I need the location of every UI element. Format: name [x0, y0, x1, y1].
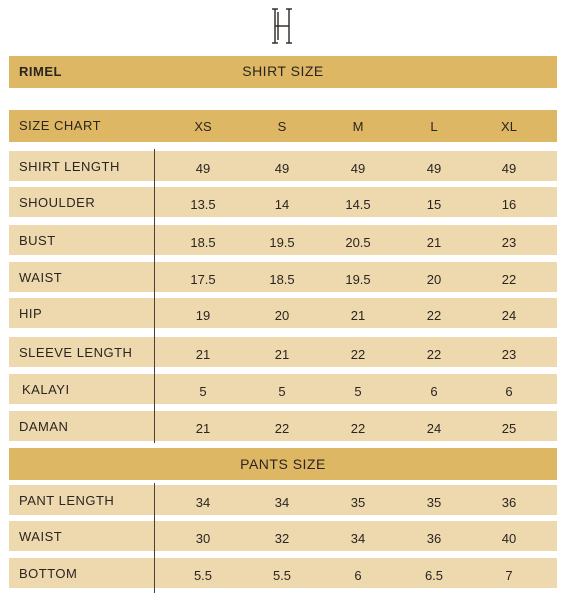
row-label: BUST [19, 233, 56, 248]
cell-value: 23 [501, 347, 517, 362]
cell-value: 40 [501, 531, 517, 546]
cell-value: 13.5 [190, 197, 216, 212]
cell-value: 22 [350, 347, 366, 362]
cell-value: 34 [195, 495, 211, 510]
cell-value: 49 [501, 161, 517, 176]
cell-value: 35 [350, 495, 366, 510]
cell-value: 20.5 [345, 235, 371, 250]
cell-value: 5.5 [272, 568, 292, 583]
size-header-s: S [277, 119, 287, 134]
cell-value: 19.5 [345, 272, 371, 287]
table-row [9, 151, 557, 181]
cell-value: 24 [426, 421, 442, 436]
cell-value: 19 [195, 308, 211, 323]
table-row [9, 187, 557, 217]
cell-value: 22 [350, 421, 366, 436]
row-label: PANT LENGTH [19, 493, 115, 508]
cell-value: 7 [505, 568, 513, 583]
table-row [9, 262, 557, 292]
cell-value: 49 [195, 161, 211, 176]
row-label: HIP [19, 306, 43, 321]
row-label: WAIST [19, 529, 63, 544]
cell-value: 14.5 [345, 197, 371, 212]
cell-value: 23 [501, 235, 517, 250]
cell-value: 30 [195, 531, 211, 546]
cell-value: 19.5 [269, 235, 295, 250]
cell-value: 32 [274, 531, 290, 546]
row-label: SHOULDER [19, 195, 96, 210]
cell-value: 15 [426, 197, 442, 212]
cell-value: 36 [501, 495, 517, 510]
cell-value: 18.5 [269, 272, 295, 287]
table-row [9, 337, 557, 367]
cell-value: 6.5 [424, 568, 444, 583]
table-row [9, 411, 557, 441]
shirt-size-title: SHIRT SIZE [242, 63, 324, 79]
cell-value: 21 [426, 235, 442, 250]
monogram-h-logo [269, 6, 295, 46]
row-label: KALAYI [22, 382, 70, 397]
size-header-l: L [430, 119, 438, 134]
table-row [9, 298, 557, 328]
pants-size-title: PANTS SIZE [240, 456, 326, 472]
cell-value: 14 [274, 197, 290, 212]
cell-value: 6 [430, 384, 438, 399]
cell-value: 20 [426, 272, 442, 287]
column-divider [154, 483, 155, 593]
cell-value: 35 [426, 495, 442, 510]
cell-value: 5 [278, 384, 286, 399]
cell-value: 20 [274, 308, 290, 323]
cell-value: 49 [426, 161, 442, 176]
cell-value: 5 [354, 384, 362, 399]
cell-value: 16 [501, 197, 517, 212]
cell-value: 22 [426, 347, 442, 362]
cell-value: 22 [501, 272, 517, 287]
cell-value: 18.5 [190, 235, 216, 250]
cell-value: 22 [426, 308, 442, 323]
table-row [9, 485, 557, 515]
column-divider [154, 149, 155, 443]
cell-value: 34 [274, 495, 290, 510]
cell-value: 21 [195, 347, 211, 362]
cell-value: 36 [426, 531, 442, 546]
cell-value: 22 [274, 421, 290, 436]
cell-value: 21 [274, 347, 290, 362]
table-row [9, 558, 557, 588]
cell-value: 25 [501, 421, 517, 436]
cell-value: 5 [199, 384, 207, 399]
cell-value: 6 [505, 384, 513, 399]
cell-value: 21 [350, 308, 366, 323]
cell-value: 17.5 [190, 272, 216, 287]
table-row [9, 225, 557, 255]
cell-value: 49 [274, 161, 290, 176]
row-label: SHIRT LENGTH [19, 159, 120, 174]
brand-name: RIMEL [19, 64, 62, 79]
title-bar [9, 56, 557, 88]
row-label: WAIST [19, 270, 63, 285]
row-label: BOTTOM [19, 566, 78, 581]
size-header-xl: XL [501, 119, 517, 134]
size-header-xs: XS [194, 119, 212, 134]
cell-value: 24 [501, 308, 517, 323]
pants-size-bar [9, 448, 557, 480]
size-header-m: M [352, 119, 364, 134]
table-row [9, 521, 557, 551]
cell-value: 34 [350, 531, 366, 546]
row-label: SLEEVE LENGTH [19, 345, 133, 360]
table-row [9, 374, 557, 404]
size-header-bar [9, 110, 557, 142]
cell-value: 21 [195, 421, 211, 436]
size-chart-label: SIZE CHART [19, 118, 102, 133]
row-label: DAMAN [19, 419, 69, 434]
cell-value: 6 [354, 568, 362, 583]
cell-value: 49 [350, 161, 366, 176]
cell-value: 5.5 [193, 568, 213, 583]
